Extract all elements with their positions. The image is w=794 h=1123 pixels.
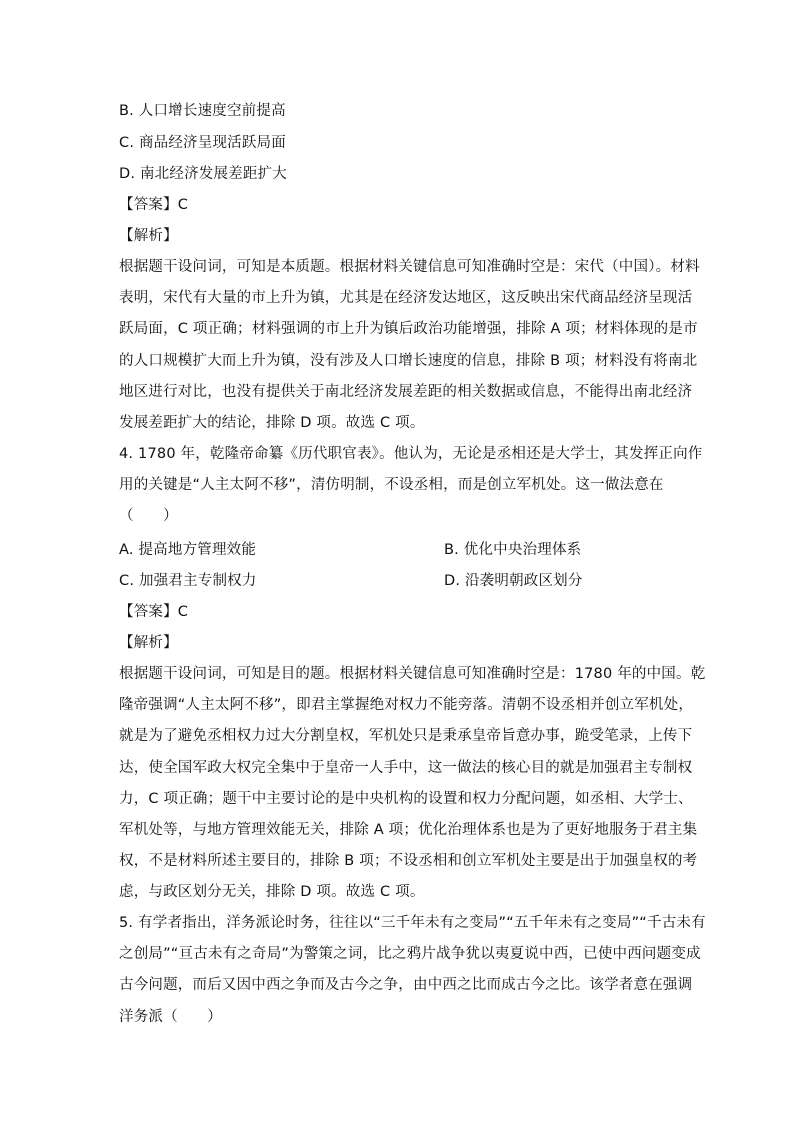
analysis-line: 就是为了避免丞相权力过大分割皇权，军机处只是秉承皇帝旨意办事，跪受笔录，上传下 [119, 728, 693, 745]
question-line: 洋务派（ ） [119, 1008, 222, 1025]
option-c: C. 商品经济呈现活跃局面 [119, 135, 286, 151]
analysis-paragraph [119, 252, 700, 439]
analysis-line: 跃局面，C 项正确；材料强调的市上升为镇后政治功能增强，排除 A 项；材料体现的是市 [119, 321, 698, 338]
analysis-line: 隆帝强调“人主太阿不移”，即君主掌握绝对权力不能旁落。清朝不设丞相并创立军机处， [119, 697, 694, 714]
answer-label: 【答案】C [119, 604, 189, 620]
option-a: A. 提高地方管理效能 [119, 542, 257, 558]
analysis-line: 达，使全国军政大权完全集中于皇帝一人手中，这一做法的核心目的就是加强君主专制权 [119, 759, 693, 776]
analysis-line: 地区进行对比，也没有提供关于南北经济发展差距的相关数据或信息，不能得出南北经济 [119, 383, 693, 400]
question-line: （ ） [119, 508, 178, 525]
analysis-label: 【解析】 [119, 635, 178, 651]
question-5-stem [119, 908, 706, 1033]
option-d: D. 沿袭明朝政区划分 [444, 573, 583, 589]
option-b: B. 优化中央治理体系 [444, 542, 582, 558]
analysis-line: 权，不是材料所述主要目的，排除 B 项；不设丞相和创立军机处主要是出于加强皇权的考 [119, 853, 698, 870]
analysis-line: 虑，与政区划分无关，排除 D 项。故选 C 项。 [119, 884, 425, 901]
option-c: C. 加强君主专制权力 [119, 573, 257, 589]
analysis-line: 根据题干设问词，可知是本质题。根据材料关键信息可知准确时空是：宋代（中国）。材料 [119, 259, 700, 275]
analysis-line: 发展差距扩大的结论，排除 D 项。故选 C 项。 [119, 414, 425, 431]
question-line: 4. 1780 年，乾隆帝命纂《历代职官表》。他认为，无论是丞相还是大学士，其发挥正向作 [119, 446, 703, 462]
analysis-paragraph [119, 659, 706, 909]
question-line: 之创局”“亘古未有之奇局”为警策之词，比之鸦片战争犹以夷夏说中西，已使中西问题变成 [119, 946, 701, 963]
option-b: B. 人口增长速度空前提高 [119, 103, 286, 119]
analysis-label: 【解析】 [119, 228, 178, 244]
question-line: 古今问题，而后又因中西之争而及古今之争，由中西之比而成古今之比。该学者意在强调 [119, 977, 693, 994]
question-line: 5. 有学者指出，洋务派论时务，往往以“三千年未有之变局”“五千年未有之变局”“千古未有 [119, 915, 706, 931]
analysis-line: 力，C 项正确；题干中主要讨论的是中央机构的设置和权力分配问题，如丞相、大学士、 [119, 790, 693, 807]
question-4-stem [119, 439, 703, 533]
answer-label: 【答案】C [119, 197, 189, 213]
option-d: D. 南北经济发展差距扩大 [119, 166, 287, 182]
analysis-line: 军机处等，与地方管理效能无关，排除 A 项；优化治理体系也是为了更好地服务于君主集 [119, 821, 698, 838]
question-line: 用的关键是“人主太阿不移”，清仿明制，不设丞相，而是创立军机处。这一做法意在 [119, 477, 664, 494]
analysis-line: 表明，宋代有大量的市上升为镇，尤其是在经济发达地区，这反映出宋代商品经济呈现活 [119, 290, 693, 307]
analysis-line: 的人口规模扩大而上升为镇，没有涉及人口增长速度的信息，排除 B 项；材料没有将南北 [119, 352, 698, 369]
analysis-line: 根据题干设问词，可知是目的题。根据材料关键信息可知准确时空是：1780 年的中国。乾 [119, 666, 706, 682]
